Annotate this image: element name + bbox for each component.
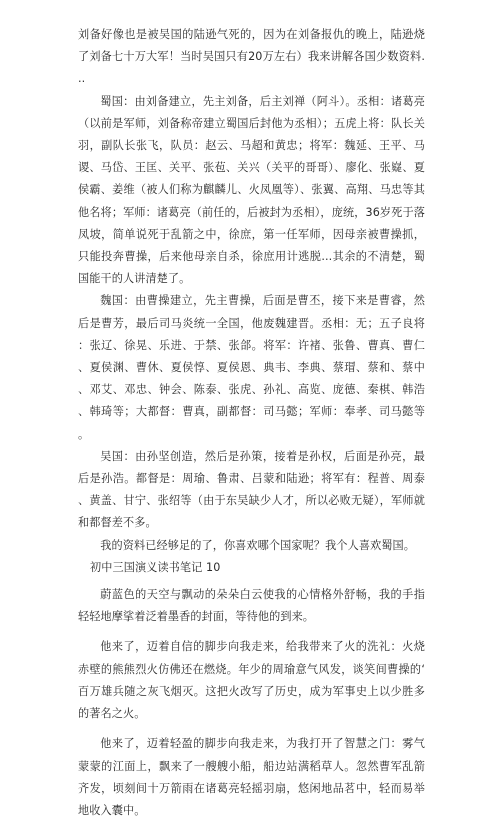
section-title: 初中三国演义读书笔记 10 <box>90 560 221 574</box>
paragraph-borrowing-arrows: 他来了，迈着轻盈的脚步向我走来，为我打开了智慧之门：雾气蒙蒙的江面上，飘来了一艘艘小船，船边站满稻草人。忽然曹军乱箭齐发，顷刻间十万箭雨在诸葛亮轻摇羽扇，悠闲地品茗中，轻而易举地收入囊中。 <box>78 737 425 817</box>
paragraph-wu-kingdom: 吴国：由孙坚创造，然后是孙策，接着是孙权，后面是孙亮，最后是孙浩。都督是：周瑜、鲁肃、吕蒙和陆逊；将军有：程普、周泰、黄盖、甘宁、张绍等（由于东吴缺少人才，所以必败无疑），军师就和都督差不多。 <box>78 449 425 530</box>
paragraph-liubei-intro: 刘备好像也是被吴国的陆逊气死的，因为在刘备报仇的晚上，陆逊烧了刘备七十万大军！当时吴国只有20万左右）我来讲解各国少数资料... <box>78 28 425 86</box>
paragraph-wei-kingdom: 魏国：由曹操建立，先主曹操，后面是曹丕，接下来是曹睿，然后是曹芳，最后司马炎统一全国，他废魏建晋。丞相：无；五子良将：张辽、徐晃、乐进、于禁、张郃。将军：许褚、张鲁、曹真、曹仁、夏侯渊、曹休、夏侯惇、夏侯恩、典韦、李典、蔡瑁、蔡和、蔡中、邓艾、邓忠、钟会、陈泰、张虎、孙礼、高览、庞德、秦棋、韩浩、韩琦等；大都督：曹真，副都督：司马懿；军师：奉孝、司马懿等。 <box>78 294 425 441</box>
paragraph-sky-cover: 蔚蓝色的天空与飘动的朵朵白云使我的心情格外舒畅，我的手指轻轻地摩挲着泛着墨香的封面，等待他的到来。 <box>78 588 425 624</box>
paragraph-closing: 我的资料已经够足的了，你喜欢哪个国家呢？我个人喜欢蜀国。 <box>100 538 416 552</box>
document-body <box>78 24 425 822</box>
paragraph-red-cliff-fire: 他来了，迈着自信的脚步向我走来，给我带来了火的洗礼：火烧赤壁的熊熊烈火仿佛还在燃烧。年少的周瑜意气风发，谈笑间曹操的‘百万雄兵随之灰飞烟灭。这把火改写了历史，成为军事史上以少胜多的著名之火。 <box>78 640 425 721</box>
paragraph-spacer <box>78 725 425 733</box>
paragraph-spacer <box>78 628 425 636</box>
paragraph-shu-kingdom: 蜀国：由刘备建立，先主刘备，后主刘禅（阿斗）。丞相：诸葛亮（以前是军师，刘备称帝建立蜀国后封他为丞相）；五虎上将：队长关羽，副队长张飞，队员：赵云、马超和黄忠；将军：魏延、王平、马谡、马岱、王匡、关平、张苞、关兴（关平的哥哥）、廖化、张嶷、夏侯霸、姜维（被人们称为麒麟儿、火凤凰等）、张翼、高翔、马忠等其他名将；军师：诸葛亮（前任的，后被封为丞相），庞统，36岁死于落凤坡，简单说死于乱箭之中，徐庶，第一任军师，因母亲被曹操抓，只能投奔曹操，后来他母亲自杀，徐庶用计逃脱...其余的不清楚，蜀国能干的人讲清楚了。 <box>78 94 425 286</box>
